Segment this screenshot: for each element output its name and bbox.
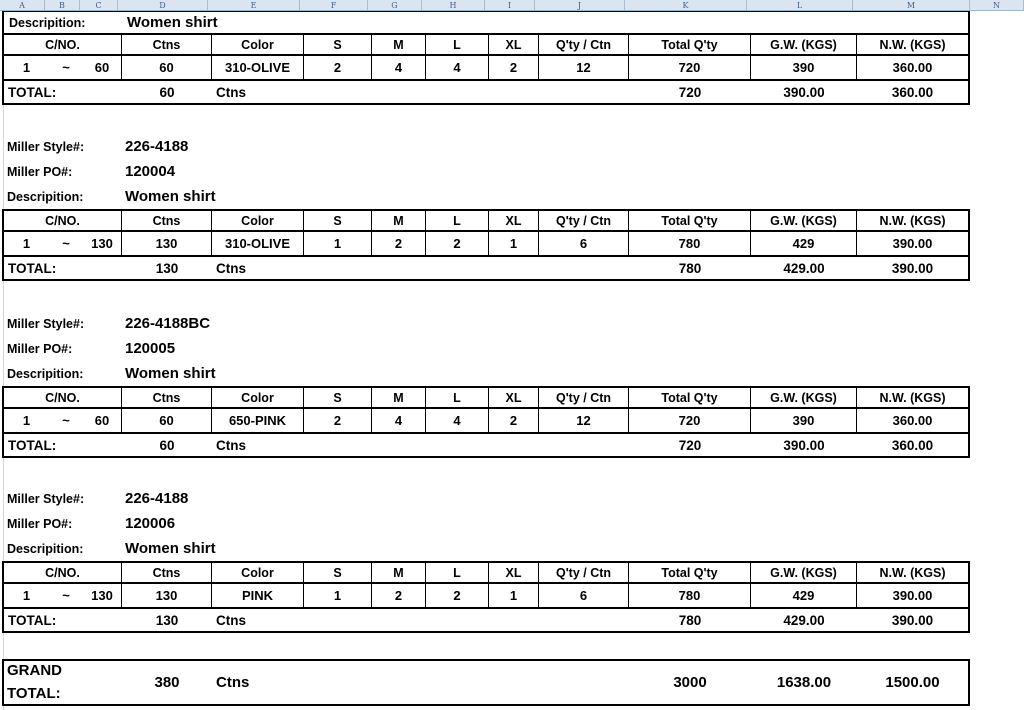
col-header-cno[interactable]: C/NO. [4, 563, 122, 584]
col-header-qty-ctn[interactable]: Q'ty / Ctn [539, 35, 629, 56]
col-header-xl[interactable]: XL [489, 388, 539, 409]
col-header-xl[interactable]: XL [489, 35, 539, 56]
total-net-weight[interactable]: 360.00 [891, 437, 934, 453]
po-value[interactable]: 120004 [125, 163, 176, 180]
description-row[interactable] [2, 184, 1024, 209]
cell-size-m[interactable]: 4 [372, 409, 426, 434]
po-label: Miller PO#: [7, 164, 73, 179]
table-data-row [4, 56, 968, 81]
description-label: Descripition: [7, 366, 84, 381]
col-header-s[interactable]: S [304, 563, 372, 584]
total-ctns[interactable]: 60 [159, 84, 175, 100]
total-unit[interactable]: Ctns [216, 84, 246, 100]
total-spacer [304, 81, 629, 103]
carton-to[interactable]: 130 [91, 588, 113, 603]
col-header-color[interactable]: Color [212, 388, 304, 409]
cell-size-l[interactable]: 2 [426, 584, 489, 609]
cell-size-m[interactable]: 4 [372, 56, 426, 81]
col-header-l[interactable]: L [426, 211, 489, 232]
column-header-c[interactable]: C [80, 0, 118, 10]
cell-gross-weight[interactable]: 429 [751, 232, 857, 257]
total-ctns[interactable]: 130 [155, 260, 179, 276]
table-total-row [4, 257, 968, 279]
total-total-qty[interactable]: 720 [678, 84, 702, 100]
col-header-m[interactable]: M [372, 563, 426, 584]
cell-total-qty[interactable]: 780 [629, 232, 751, 257]
total-spacer [304, 609, 629, 631]
cell-size-s[interactable]: 1 [304, 584, 372, 609]
description-value[interactable]: Women shirt [125, 365, 216, 382]
table-total-row [4, 434, 968, 456]
style-value[interactable]: 226-4188 [125, 138, 189, 155]
po-label: Miller PO#: [7, 516, 73, 531]
column-header-m[interactable]: M [853, 0, 970, 10]
cell-color[interactable]: 650-PINK [212, 409, 304, 434]
cell-color[interactable]: 310-OLIVE [212, 56, 304, 81]
shipment-block-3 [0, 486, 1024, 633]
cell-size-s[interactable]: 1 [304, 232, 372, 257]
col-header-l[interactable]: L [426, 35, 489, 56]
description-value[interactable]: Women shirt [125, 540, 216, 557]
packing-table-0 [2, 33, 970, 105]
col-header-ctns[interactable]: Ctns [122, 35, 212, 56]
table-header-row [4, 563, 968, 584]
total-gross-weight[interactable]: 390.00 [783, 437, 825, 453]
total-total-qty[interactable]: 780 [678, 612, 702, 628]
description-row[interactable] [2, 361, 1024, 386]
total-spacer [304, 434, 629, 456]
col-header-total-qty[interactable]: Total Q'ty [629, 388, 751, 409]
col-header-cno[interactable]: C/NO. [4, 35, 122, 56]
total-total-qty[interactable]: 780 [678, 260, 702, 276]
cell-color[interactable]: 310-OLIVE [212, 232, 304, 257]
table-data-row [4, 232, 968, 257]
description-label: Descripition: [9, 15, 86, 30]
grand-total-unit[interactable]: Ctns [216, 674, 250, 691]
col-header-cno[interactable]: C/NO. [4, 211, 122, 232]
cell-gross-weight[interactable]: 429 [751, 584, 857, 609]
description-row-block0[interactable] [2, 11, 970, 33]
description-row[interactable] [2, 536, 1024, 561]
cell-total-qty[interactable]: 720 [629, 56, 751, 81]
style-label: Miller Style#: [7, 491, 85, 506]
worksheet-area [0, 11, 1024, 706]
col-header-color[interactable]: Color [212, 563, 304, 584]
table-total-row [4, 609, 968, 631]
col-header-ctns[interactable]: Ctns [122, 211, 212, 232]
po-value[interactable]: 120005 [125, 340, 176, 357]
po-value[interactable]: 120006 [125, 515, 176, 532]
table-data-row [4, 584, 968, 609]
carton-to[interactable]: 130 [91, 236, 113, 251]
col-header-nw[interactable]: N.W. (KGS) [857, 563, 968, 584]
table-header-row [4, 211, 968, 232]
cell-carton-range[interactable] [4, 409, 122, 434]
col-header-total-qty[interactable]: Total Q'ty [629, 563, 751, 584]
column-header-g[interactable]: G [368, 0, 422, 10]
col-header-l[interactable]: L [426, 388, 489, 409]
shipment-block-1 [0, 134, 1024, 281]
cell-net-weight[interactable]: 360.00 [857, 56, 968, 81]
grand-total-label-text: GRAND TOTAL: [7, 662, 62, 702]
cell-ctns[interactable]: 130 [122, 232, 212, 257]
carton-to[interactable]: 60 [94, 60, 110, 75]
cell-size-xl[interactable]: 1 [489, 584, 539, 609]
carton-from[interactable]: 1 [22, 588, 31, 603]
col-header-total-qty[interactable]: Total Q'ty [629, 35, 751, 56]
cell-qty-per-ctn[interactable]: 12 [539, 409, 629, 434]
table-header-row [4, 35, 968, 56]
style-row[interactable] [2, 486, 1024, 511]
col-header-total-qty[interactable]: Total Q'ty [629, 211, 751, 232]
column-header-h[interactable]: H [422, 0, 485, 10]
style-label: Miller Style#: [7, 316, 85, 331]
col-header-cno[interactable]: C/NO. [4, 388, 122, 409]
cell-color[interactable]: PINK [212, 584, 304, 609]
total-label[interactable]: TOTAL: [8, 84, 57, 100]
total-unit[interactable]: Ctns [216, 260, 246, 276]
col-header-qty-ctn[interactable]: Q'ty / Ctn [539, 388, 629, 409]
col-header-s[interactable]: S [304, 35, 372, 56]
col-header-m[interactable]: M [372, 211, 426, 232]
po-row[interactable] [2, 159, 1024, 184]
column-header-f[interactable]: F [300, 0, 368, 10]
col-header-ctns[interactable]: Ctns [122, 563, 212, 584]
carton-tilde[interactable]: ~ [62, 413, 70, 428]
grand-total-net-weight[interactable]: 1500.00 [885, 674, 940, 691]
col-header-qty-ctn[interactable]: Q'ty / Ctn [539, 563, 629, 584]
carton-from[interactable]: 1 [22, 60, 31, 75]
col-header-gw[interactable]: G.W. (KGS) [751, 35, 857, 56]
total-net-weight[interactable]: 360.00 [891, 84, 934, 100]
description-label: Descripition: [7, 189, 84, 204]
total-net-weight[interactable]: 390.00 [891, 260, 934, 276]
table-data-row [4, 409, 968, 434]
col-header-m[interactable]: M [372, 388, 426, 409]
grand-total-gross-weight[interactable]: 1638.00 [776, 674, 832, 691]
grand-total-total-qty[interactable]: 3000 [673, 674, 707, 691]
total-gross-weight[interactable]: 390.00 [783, 84, 825, 100]
cell-net-weight[interactable]: 390.00 [857, 232, 968, 257]
style-label: Miller Style#: [7, 139, 85, 154]
total-ctns[interactable]: 130 [155, 612, 179, 628]
total-label[interactable]: TOTAL: [8, 612, 57, 628]
col-header-qty-ctn[interactable]: Q'ty / Ctn [539, 211, 629, 232]
packing-table-2 [2, 386, 970, 458]
carton-from[interactable]: 1 [22, 236, 31, 251]
column-header-n[interactable]: N [970, 0, 1024, 10]
cell-gross-weight[interactable]: 390 [751, 409, 857, 434]
col-header-xl[interactable]: XL [489, 211, 539, 232]
style-value[interactable]: 226-4188 [125, 490, 189, 507]
col-header-ctns[interactable]: Ctns [122, 388, 212, 409]
cell-size-m[interactable]: 2 [372, 232, 426, 257]
description-value[interactable]: Women shirt [125, 188, 216, 205]
table-total-row [4, 81, 968, 103]
total-spacer [304, 257, 629, 279]
cell-ctns[interactable]: 130 [122, 584, 212, 609]
col-header-gw[interactable]: G.W. (KGS) [751, 563, 857, 584]
grand-total-label[interactable] [4, 660, 122, 705]
column-header-strip [0, 0, 1024, 11]
column-header-b[interactable]: B [45, 0, 80, 10]
style-row[interactable] [2, 311, 1024, 336]
col-header-color[interactable]: Color [212, 35, 304, 56]
carton-tilde[interactable]: ~ [62, 60, 70, 75]
col-header-s[interactable]: S [304, 211, 372, 232]
cell-carton-range[interactable] [4, 232, 122, 257]
carton-from[interactable]: 1 [22, 413, 31, 428]
shipment-block-2 [0, 311, 1024, 458]
column-header-l[interactable]: L [747, 0, 853, 10]
cell-total-qty[interactable]: 780 [629, 584, 751, 609]
col-header-l[interactable]: L [426, 563, 489, 584]
cell-qty-per-ctn[interactable]: 12 [539, 56, 629, 81]
total-ctns[interactable]: 60 [159, 437, 175, 453]
cell-ctns[interactable]: 60 [122, 56, 212, 81]
col-header-nw[interactable]: N.W. (KGS) [857, 35, 968, 56]
style-row[interactable] [2, 134, 1024, 159]
carton-tilde[interactable]: ~ [62, 588, 70, 603]
column-header-k[interactable]: K [625, 0, 747, 10]
cell-net-weight[interactable]: 390.00 [857, 584, 968, 609]
carton-to[interactable]: 60 [94, 413, 110, 428]
cell-size-xl[interactable]: 2 [489, 409, 539, 434]
po-row[interactable] [2, 336, 1024, 361]
col-header-nw[interactable]: N.W. (KGS) [857, 388, 968, 409]
cell-carton-range[interactable] [4, 584, 122, 609]
po-label: Miller PO#: [7, 341, 73, 356]
cell-size-l[interactable]: 4 [426, 409, 489, 434]
column-header-i[interactable]: I [485, 0, 535, 10]
col-header-color[interactable]: Color [212, 211, 304, 232]
description-value[interactable]: Women shirt [127, 14, 218, 31]
grand-total-row [2, 659, 970, 706]
packing-table-1 [2, 209, 970, 281]
cell-size-l[interactable]: 2 [426, 232, 489, 257]
cell-total-qty[interactable]: 720 [629, 409, 751, 434]
cell-ctns[interactable]: 60 [122, 409, 212, 434]
col-header-gw[interactable]: G.W. (KGS) [751, 388, 857, 409]
table-header-row [4, 388, 968, 409]
col-header-gw[interactable]: G.W. (KGS) [751, 211, 857, 232]
total-gross-weight[interactable]: 429.00 [783, 260, 825, 276]
total-label[interactable]: TOTAL: [8, 260, 57, 276]
cell-size-m[interactable]: 2 [372, 584, 426, 609]
total-net-weight[interactable]: 390.00 [891, 612, 934, 628]
description-label: Descripition: [7, 541, 84, 556]
cell-size-l[interactable]: 4 [426, 56, 489, 81]
cell-size-xl[interactable]: 2 [489, 56, 539, 81]
total-gross-weight[interactable]: 429.00 [783, 612, 825, 628]
total-label[interactable]: TOTAL: [8, 437, 57, 453]
packing-table-3 [2, 561, 970, 633]
cell-size-s[interactable]: 2 [304, 409, 372, 434]
col-header-xl[interactable]: XL [489, 563, 539, 584]
column-header-e[interactable]: E [208, 0, 300, 10]
cell-size-s[interactable]: 2 [304, 56, 372, 81]
total-total-qty[interactable]: 720 [678, 437, 702, 453]
col-header-m[interactable]: M [372, 35, 426, 56]
cell-carton-range[interactable] [4, 56, 122, 81]
cell-qty-per-ctn[interactable]: 6 [539, 584, 629, 609]
column-header-d[interactable]: D [118, 0, 208, 10]
cell-size-xl[interactable]: 1 [489, 232, 539, 257]
style-value[interactable]: 226-4188BC [125, 315, 211, 332]
cell-net-weight[interactable]: 360.00 [857, 409, 968, 434]
cell-gross-weight[interactable]: 390 [751, 56, 857, 81]
column-header-a[interactable]: A [0, 0, 45, 10]
total-unit[interactable]: Ctns [216, 612, 246, 628]
column-header-j[interactable]: J [535, 0, 625, 10]
grand-total-ctns[interactable]: 380 [154, 674, 180, 691]
carton-tilde[interactable]: ~ [62, 236, 70, 251]
total-unit[interactable]: Ctns [216, 437, 246, 453]
cell-qty-per-ctn[interactable]: 6 [539, 232, 629, 257]
col-header-s[interactable]: S [304, 388, 372, 409]
po-row[interactable] [2, 511, 1024, 536]
col-header-nw[interactable]: N.W. (KGS) [857, 211, 968, 232]
